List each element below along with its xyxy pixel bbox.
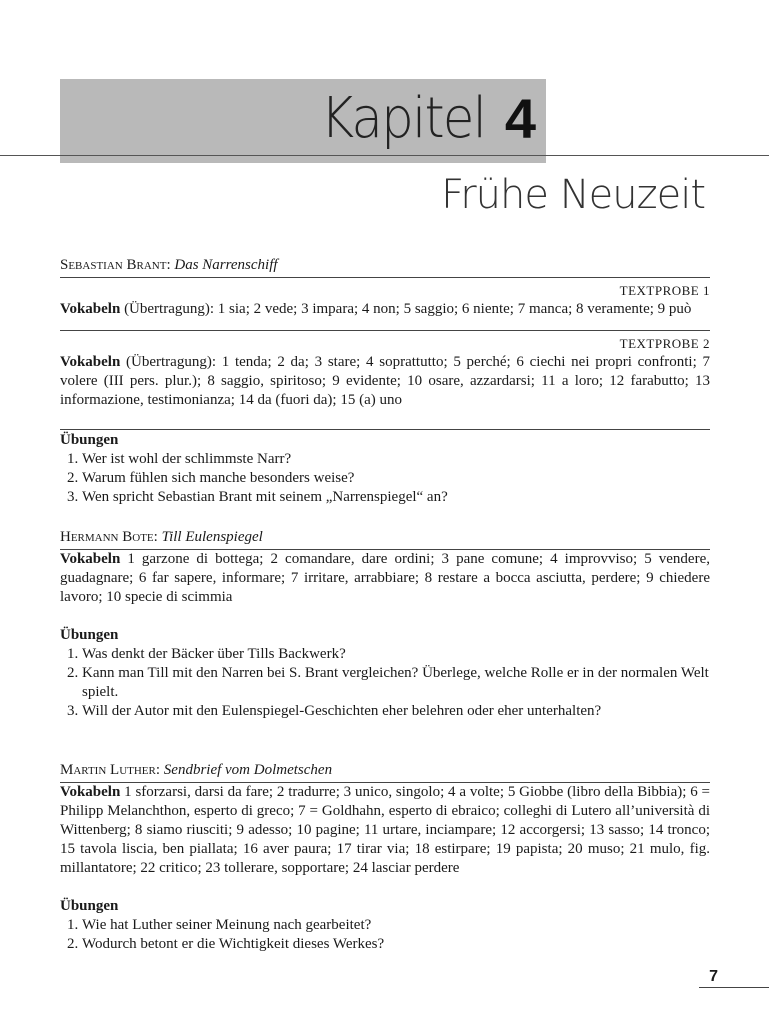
section-heading-luther: Martin Luther: Sendbrief vom Dolmetschen [60, 761, 710, 783]
textprobe-label: TEXTPROBE 1 [619, 283, 710, 298]
page-number-rule [699, 987, 769, 988]
exercises-title: Übungen [60, 627, 119, 643]
vocab-label: Vokabeln [60, 301, 121, 317]
vocab-text: 1 garzone di bottega; 2 comandare, dare ordini; 3 pane comune; 4 improvviso; 5 vendere, guadagnare; 6 far sapere, informare; 7 irritare, arrabbiare; 8 restare a bocca asciutta, perdere; 9 chiedere lavoro; 10 specie di scimmia [60, 551, 710, 605]
vocab-paragraph [60, 300, 710, 319]
vocab-label: Vokabeln [60, 551, 121, 567]
vocab-text: (Übertragung): 1 tenda; 2 da; 3 stare; 4 soprattutto; 5 perché; 6 ciechi nei propri confronti; 7 volere (III pers. plur.); 8 saggio, spiritoso; 9 evidente; 10 osare, azzardarsi; 11 a loro; 12 farabutto; 13 informazione, testimonianza; 14 da (fuori da); 15 (a) uno [60, 354, 710, 408]
chapter-number: 4 [504, 86, 536, 150]
vocab-paragraph [60, 783, 710, 878]
section-divider [60, 330, 710, 331]
exercises-title: Übungen [60, 898, 119, 914]
author-name: Sebastian Brant [60, 257, 167, 273]
exercises-list [60, 916, 710, 954]
exercise-item: 2. Kann man Till mit den Narren bei S. Brant vergleichen? Überlege, welche Rolle er in der normalen Welt spielt. [82, 664, 710, 702]
vocab-paragraph [60, 550, 710, 607]
vocab-paragraph [60, 353, 710, 410]
chapter-word: Kapitel [320, 85, 485, 151]
page-content [60, 256, 710, 954]
section-heading-bote: Hermann Bote: Till Eulenspiegel [60, 528, 710, 550]
vocab-label: Vokabeln [60, 354, 121, 370]
exercise-item: 1. Wie hat Luther seiner Meinung nach gearbeitet? [82, 916, 710, 935]
vocab-text: (Übertragung): 1 sia; 2 vede; 3 impara; 4 non; 5 saggio; 6 niente; 7 manca; 8 veramente; 9 può [120, 301, 692, 317]
author-name: Martin Luther [60, 762, 156, 778]
exercise-item: 2. Warum fühlen sich manche besonders weise? [82, 469, 710, 488]
vocab-label: Vokabeln [60, 784, 121, 800]
author-name: Hermann Bote [60, 529, 154, 545]
section-heading-brant: Sebastian Brant: Das Narrenschiff [60, 256, 710, 278]
work-title: Sendbrief vom Dolmetschen [163, 762, 333, 778]
exercises-list [60, 645, 710, 721]
work-title: Das Narrenschiff [174, 257, 278, 273]
exercise-item: 1. Wer ist wohl der schlimmste Narr? [82, 450, 710, 469]
exercise-item: 3. Will der Autor mit den Eulenspiegel-Geschichten eher belehren oder eher unterhalten? [82, 702, 710, 721]
chapter-heading [306, 76, 536, 160]
page-number: 7 [709, 968, 718, 985]
exercises-list [60, 450, 710, 507]
exercise-item: 1. Was denkt der Bäcker über Tills Backwerk? [82, 645, 710, 664]
exercise-item: 3. Wen spricht Sebastian Brant mit seinem „Narrenspiegel“ an? [82, 488, 710, 507]
vocab-text: 1 sforzarsi, darsi da fare; 2 tradurre; 3 unico, singolo; 4 a volte; 5 Giobbe (libro della Bibbia); 6 = Philipp Melanchthon, esperto di greco; 7 = Goldhahn, esperto di ebraico; colleghi di Lutero all’università di Wittenberg; 8 siamo riusciti; 9 adesso; 10 pagine; 11 urtare, inciampare; 12 accorgersi; 13 sasso; 14 tronco; 15 tavola liscia, ben piallata; 16 aver paura; 17 tirar via; 18 estirpare; 19 papista; 20 muso; 21 mulo, fig. millantatore; 22 critico; 23 tollerare, sopportare; 24 lasciar perdere [60, 784, 710, 876]
chapter-subtitle: Frühe Neuzeit [441, 172, 705, 218]
work-title: Till Eulenspiegel [161, 529, 263, 545]
textprobe-label: TEXTPROBE 2 [619, 336, 710, 351]
exercise-item: 2. Wodurch betont er die Wichtigkeit dieses Werkes? [82, 935, 710, 954]
exercises-title: Übungen [60, 432, 119, 448]
